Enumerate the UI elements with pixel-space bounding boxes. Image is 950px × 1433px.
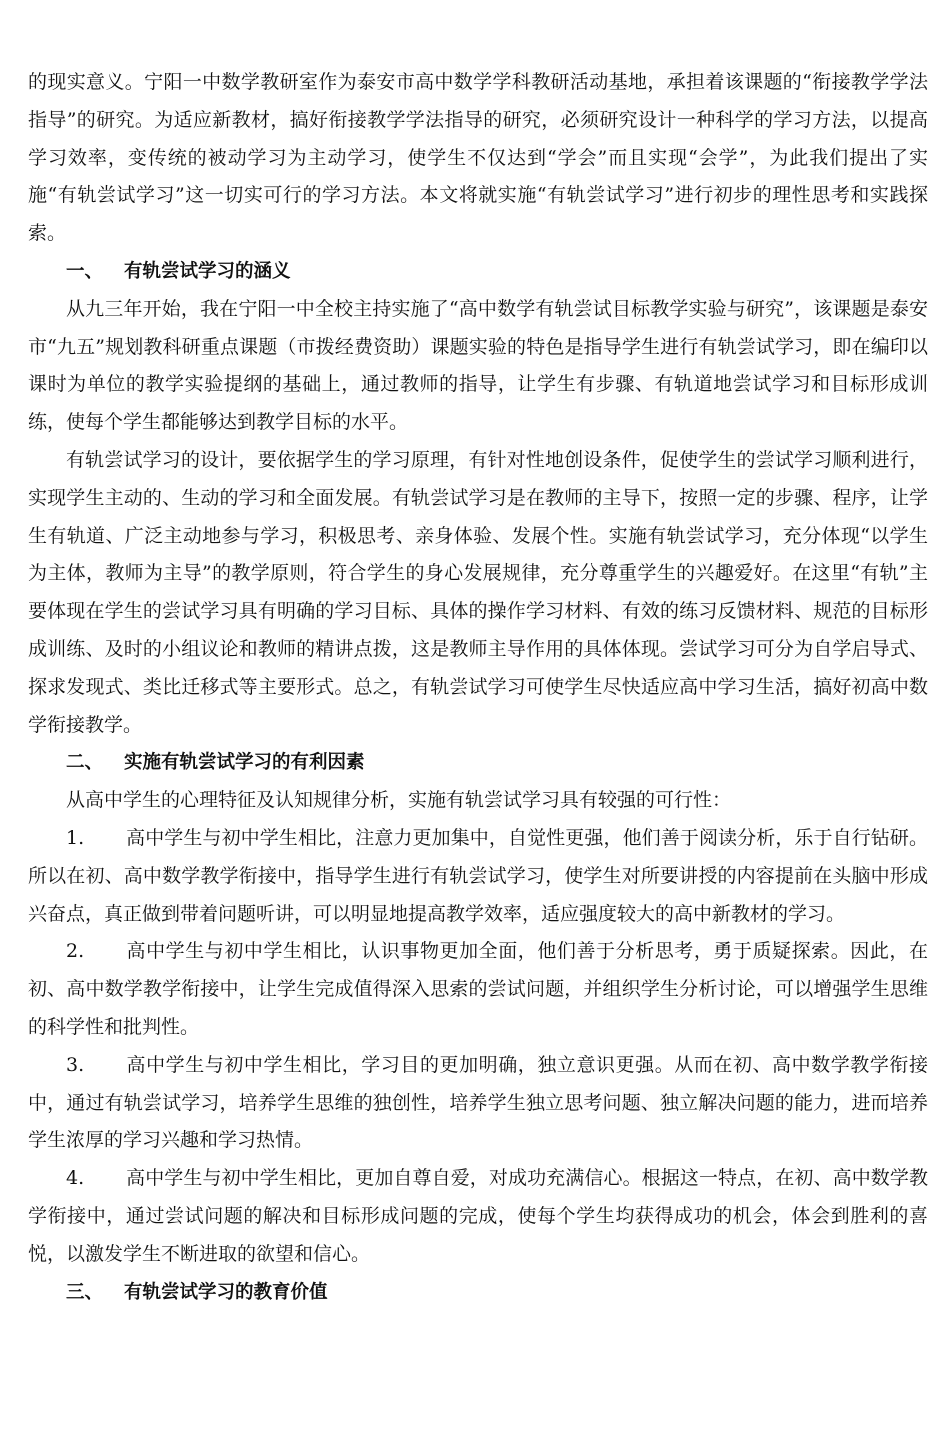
list-item (28, 820, 928, 933)
section-2-heading (28, 744, 928, 782)
section-3-heading (28, 1274, 928, 1312)
list-item-number: 4. (66, 1167, 85, 1190)
section-1-paragraph-2: 有轨尝试学习的设计，要依据学生的学习原理，有针对性地创设条件，促使学生的尝试学习顺利进行，实现学生主动的、生动的学习和全面发展。有轨尝试学习是在教师的主导下，按照一定的步骤、程序，让学生有轨道、广泛主动地参与学习，积极思考、亲身体验、发展个性。实施有轨尝试学习，充分体现“以学生为主体，教师为主导”的教学原则，符合学生的身心发展规律，充分尊重学生的兴趣爱好。在这里“有轨”主要体现在学生的尝试学习具有明确的学习目标、具体的操作学习材料、有效的练习反馈材料、规范的目标形成训练、及时的小组议论和教师的精讲点拨，这是教师主导作用的具体体现。尝试学习可分为自学启导式、探求发现式、类比迁移式等主要形式。总之，有轨尝试学习可使学生尽快适应高中学习生活，搞好初高中数学衔接教学。 (28, 448, 928, 736)
section-1-heading (28, 253, 928, 291)
list-item-text: 高中学生与初中学生相比，认识事物更加全面，他们善于分析思考，勇于质疑探索。因此，在初、高中数学教学衔接中，让学生完成值得深入思索的尝试问题，并组织学生分析讨论，可以增强学生思维的科学性和批判性。 (28, 940, 928, 1038)
list-item (28, 933, 928, 1046)
section-1-paragraph-1: 从九三年开始，我在宁阳一中全校主持实施了“高中数学有轨尝试目标教学实验与研究”，该课题是泰安市“九五”规划教科研重点课题（市拨经费资助）课题实验的特色是指导学生进行有轨尝试学习，即在编印以课时为单位的教学实验提纲的基础上，通过教师的指导，让学生有步骤、有轨道地尝试学习和目标形成训练，使每个学生都能够达到教学目标的水平。 (28, 297, 928, 434)
document-page (28, 64, 928, 1311)
section-2-number: 二、 (66, 752, 104, 774)
list-item (28, 1160, 928, 1273)
list-item-text: 高中学生与初中学生相比，学习目的更加明确，独立意识更强。从而在初、高中数学教学衔接中，通过有轨尝试学习，培养学生思维的独创性，培养学生独立思考问题、独立解决问题的能力，进而培养学生浓厚的学习兴趣和学习热情。 (28, 1053, 928, 1152)
list-item-number: 1. (66, 826, 85, 849)
list-item-text: 高中学生与初中学生相比，更加自尊自爱，对成功充满信心。根据这一特点，在初、高中数学教学衔接中，通过尝试问题的解决和目标形成问题的完成，使每个学生均获得成功的机会，体会到胜利的喜悦，以激发学生不断进取的欲望和信心。 (28, 1167, 928, 1265)
section-1-title: 有轨尝试学习的涵义 (124, 260, 291, 282)
list-item-number: 3. (66, 1053, 85, 1076)
section-3-title: 有轨尝试学习的教育价值 (124, 1281, 328, 1303)
section-2-title: 实施有轨尝试学习的有利因素 (124, 752, 365, 774)
list-item-text: 高中学生与初中学生相比，注意力更加集中，自觉性更强，他们善于阅读分析，乐于自行钻研。所以在初、高中数学教学衔接中，指导学生进行有轨尝试学习，使学生对所要讲授的内容提前在头脑中形成兴奋点，真正做到带着问题听讲，可以明显地提高教学效率，适应强度较大的高中新教材的学习。 (28, 826, 928, 925)
section-3-number: 三、 (66, 1281, 104, 1303)
list-item (28, 1047, 928, 1160)
list-item-number: 2. (66, 940, 85, 963)
intro-paragraph: 的现实意义。宁阳一中数学教研室作为泰安市高中数学学科教研活动基地，承担着该课题的“衔接教学学法指导”的研究。为适应新教材，搞好衔接教学学法指导的研究，必须研究设计一种科学的学习方法，以提高学习效率，变传统的被动学习为主动学习，使学生不仅达到“学会”而且实现“会学”，为此我们提出了实施“有轨尝试学习”这一切实可行的学习方法。本文将就实施“有轨尝试学习”进行初步的理性思考和实践探索。 (28, 71, 928, 245)
section-1-number: 一、 (66, 260, 104, 282)
section-2-lead: 从高中学生的心理特征及认知规律分析，实施有轨尝试学习具有较强的可行性： (66, 789, 732, 812)
